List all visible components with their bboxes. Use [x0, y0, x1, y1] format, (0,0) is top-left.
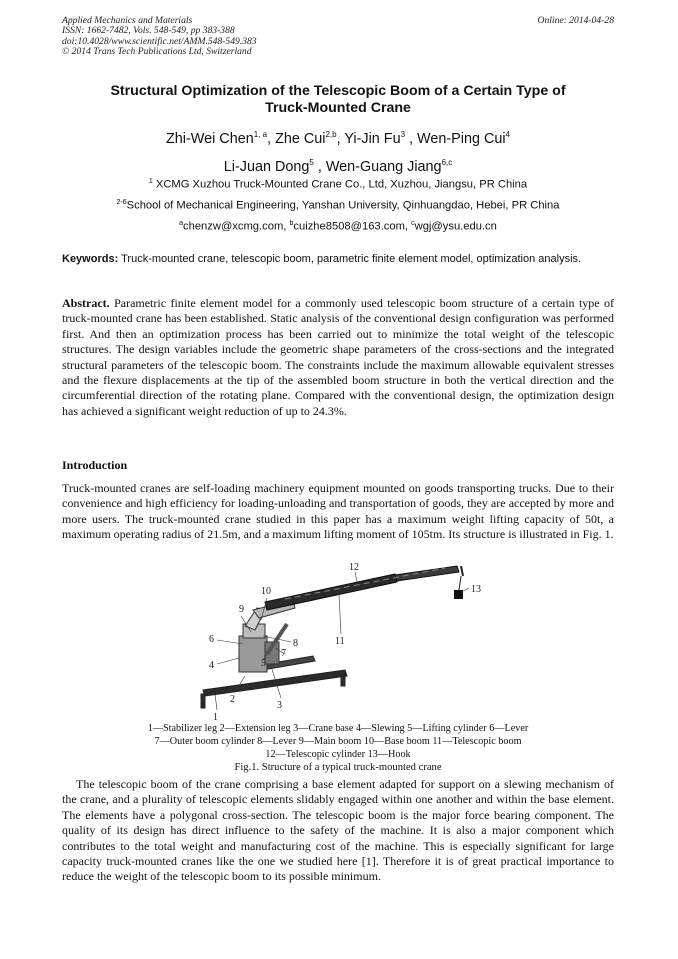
affiliation-2 — [62, 196, 614, 213]
email-link[interactable]: chenzw@xcmg.com, — [183, 220, 287, 233]
fig-label: 4 — [209, 660, 214, 671]
fig-label: 1 — [213, 712, 218, 722]
title-line-1: Structural Optimization of the Telescopic Boom of a Certain Type of — [110, 83, 566, 99]
paper-title — [62, 83, 614, 117]
fig-label: 3 — [277, 700, 282, 711]
author-sup: 1, a — [253, 130, 268, 139]
doi: doi:10.4028/www.scientific.net/AMM.548-549.383 — [62, 35, 257, 47]
abstract-text: Parametric finite element model for a commonly used telescopic boom structure of a certain type of truck-mounted crane has been established. Static analysis of the conventional design configuration was performed first. And then an optimization process has been carried out to minimize the total weight of the telescopic structures. The design variables include the geometric shape parameters of the cross-sections and the integrated structural parameters of the telescopic boom. The constraints include the maximum allowable equivalent stresses and the flexure displacements at the tip of the assembled boom structure in both the vertical direction and the circumferential direction of the rotating plane. Compared with the conventional design, the optimization design has achieved a significant weight reduction of up to 24.3%. — [62, 296, 615, 418]
affiliation-text: School of Mechanical Engineering, Yanshan University, Qinhuangdao, Hebei, PR China — [126, 199, 560, 212]
fig-label: 12 — [349, 562, 359, 573]
email-link[interactable]: wgj@ysu.edu.cn — [414, 220, 497, 233]
affiliation-sup: 1 — [148, 178, 153, 185]
abstract-label: Abstract. — [62, 296, 110, 310]
author-sup: 2,b — [325, 130, 337, 139]
author-name: Li-Juan Dong — [223, 158, 310, 175]
figure-caption: Fig.1. Structure of a typical truck-mounted crane — [234, 762, 442, 773]
fig-label: 9 — [239, 604, 244, 615]
email-line — [62, 217, 614, 234]
author-name: Wen-Ping Cui — [417, 130, 506, 147]
email-sup: c — [411, 220, 415, 227]
author-name: Zhe Cui — [275, 130, 326, 147]
crane-figure — [195, 562, 495, 722]
leg-foot — [341, 674, 345, 686]
fig-label: 13 — [471, 584, 481, 595]
fig-label: 8 — [293, 638, 298, 649]
online-date: Online: 2014-04-28 — [537, 15, 614, 26]
author-sup: 5 — [309, 157, 314, 167]
fig-label: 6 — [209, 634, 214, 645]
figure-legend — [62, 722, 614, 762]
keywords — [62, 253, 614, 266]
fig-label: 7 — [281, 648, 286, 659]
affiliation-text: XCMG Xuzhou Truck-Mounted Crane Co., Ltd, Xuzhou, Jiangsu, PR China — [155, 178, 528, 191]
email-link[interactable]: cuizhe8508@163.com, — [293, 220, 409, 233]
legend-line: 7—Outer boom cylinder 8—Lever 9—Main boom 10—Base boom 11—Telescopic boom — [154, 736, 522, 748]
email-sup: b — [289, 220, 294, 227]
author-name: Yi-Jin Fu — [344, 130, 401, 147]
keywords-text: Truck-mounted crane, telescopic boom, parametric finite element model, optimization analysis. — [121, 253, 582, 265]
keywords-label: Keywords: — [62, 253, 119, 265]
affiliation-1 — [62, 175, 614, 192]
copyright: © 2014 Trans Tech Publications Ltd, Switzerland — [62, 46, 252, 58]
telescopic-boom-shape — [265, 566, 459, 610]
author-sup: 4 — [505, 130, 510, 139]
title-line-2: Truck-Mounted Crane — [265, 100, 411, 116]
email-sup: a — [179, 220, 184, 227]
intro-paragraph-2: The telescopic boom of the crane comprising a base element adapted for support on a slewing mechanism of the crane, and a plurality of telescopic elements slidably engaged within one another and within the base element. The elements have a polygonal cross-section. The telescopic boom is the major force bearing component. The quality of its design has direct influence to the safety of the machine. It is also a major component which contributes to the total weight and manufacturing cost of the machine. This is especially significant for large capacity truck-mounted cranes like the one we studied here [1]. Therefore it is of great practical importance to reduce the weight of the telescopic boom to its possible minimum. — [62, 777, 614, 884]
legend-line: 12—Telescopic cylinder 13—Hook — [265, 749, 411, 761]
abstract — [62, 296, 614, 419]
leg-foot — [201, 694, 205, 708]
journal-name: Applied Mechanics and Materials — [62, 15, 193, 26]
section-heading: Introduction — [62, 458, 128, 472]
intro-paragraph-1: Truck-mounted cranes are self-loading machinery equipment mounted on goods transporting trucks. Due to their convenience and high efficiency for loading-unloading and transportation of goods, they are accepted by more and more users. The truck-mounted crane studied in this paper has a maximum weight lifting capacity of 50t, a maximum operating radius of 21.5m, and a maximum lifting moment of 105tm. Its structure is illustrated in Fig. 1. — [62, 481, 614, 542]
fig-label: 2 — [230, 694, 235, 705]
affiliation-sup: 2-6 — [116, 199, 127, 206]
fig-label: 11 — [335, 636, 345, 647]
fig-label: 5 — [261, 658, 266, 669]
legend-line: 1—Stabilizer leg 2—Extension leg 3—Crane base 4—Slewing 5—Lifting cylinder 6—Lever — [147, 723, 529, 734]
author-sup: 6,c — [441, 157, 453, 167]
author-sup: 3 — [400, 130, 406, 139]
author-name: Wen-Guang Jiang — [325, 158, 442, 175]
author-list: Zhi-Wei Chen$^{1, a}$, Zhe Cui$^{2,b}$, Yi-Jin Fu$^3$ , Wen-Ping Cui$^4$ Li-Juan Dong$^5$ , Wen-Guang Jiang$^{6,c}$ — [166, 130, 510, 175]
issn: ISSN: 1662-7482, Vols. 548-549, pp 383-388 — [62, 25, 235, 37]
author-name: Zhi-Wei Chen — [166, 130, 254, 147]
journal-header — [62, 16, 614, 58]
fig-label: 10 — [261, 586, 271, 597]
stabilizer-leg-shape — [203, 670, 347, 696]
